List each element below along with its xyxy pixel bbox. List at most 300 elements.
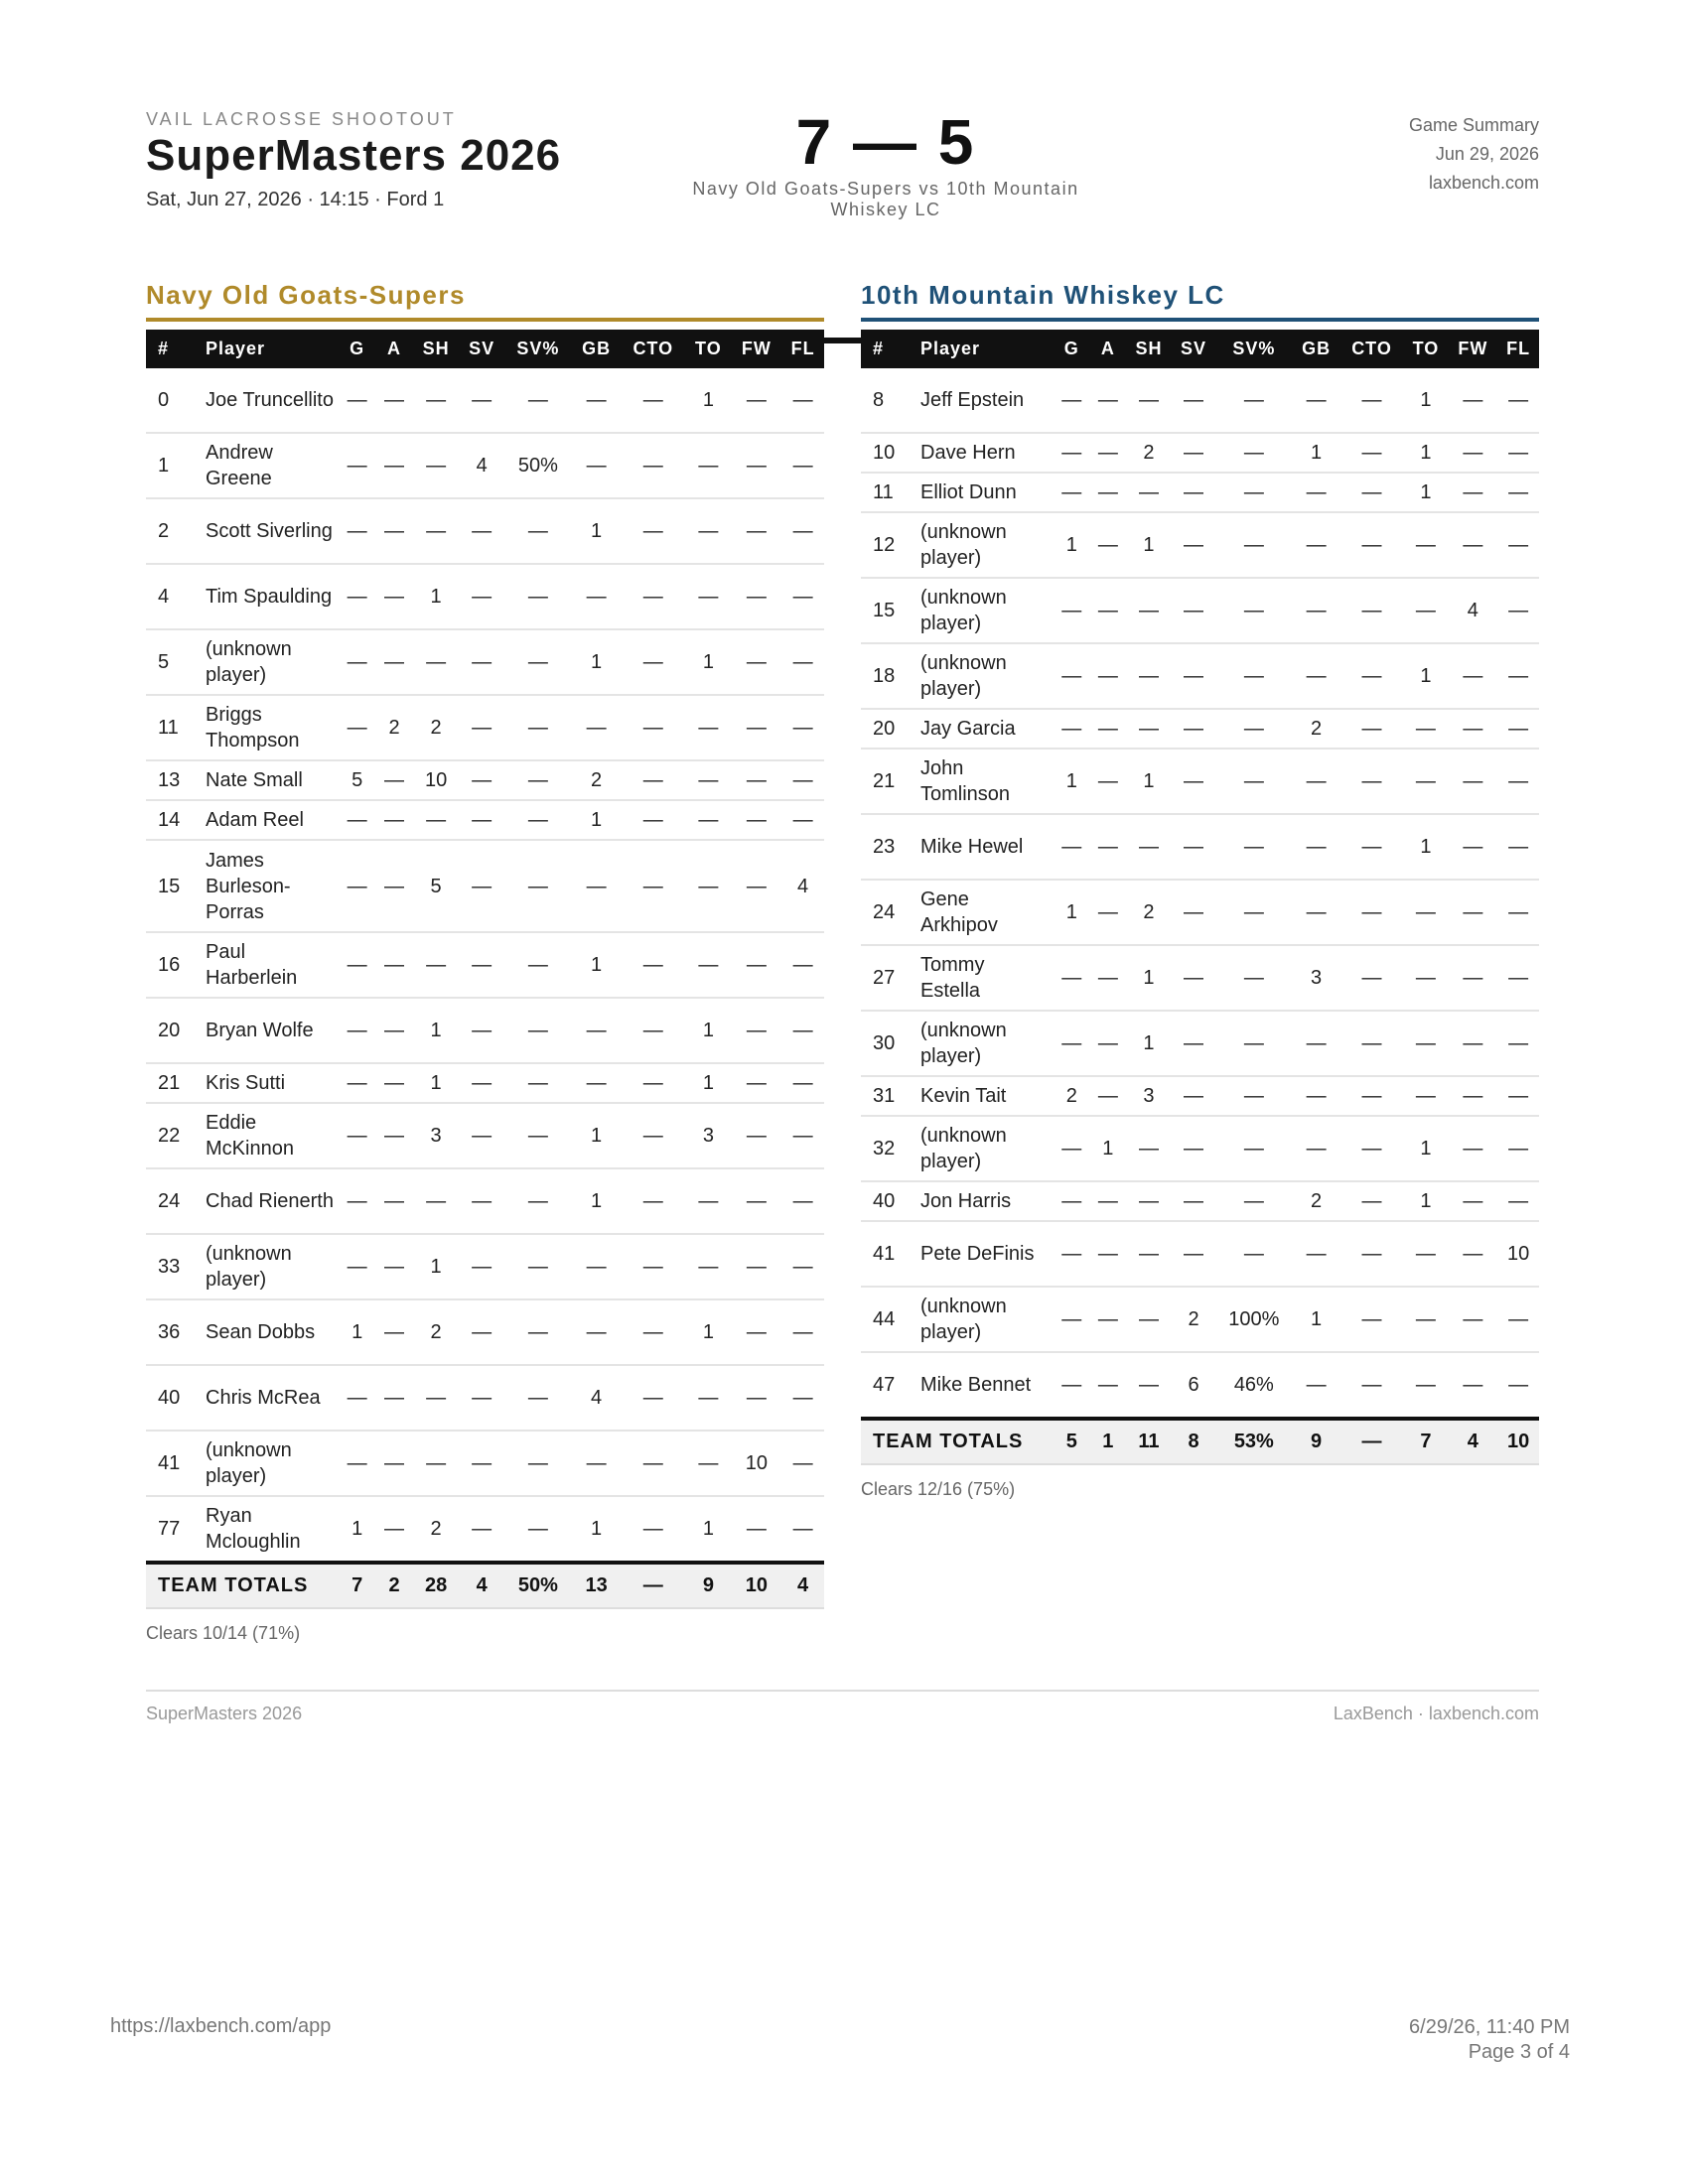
stat-cell: — <box>1054 1287 1090 1352</box>
stat-cell: — <box>1215 880 1292 945</box>
column-header: Player <box>202 330 339 368</box>
stat-cell: — <box>1172 880 1215 945</box>
total-cell: 4 <box>781 1563 824 1608</box>
stat-cell: 1 <box>572 498 621 564</box>
stat-cell: — <box>1340 512 1404 578</box>
stat-cell: — <box>1340 814 1404 880</box>
stat-cell: 2 <box>1172 1287 1215 1352</box>
total-cell: 11 <box>1126 1419 1172 1464</box>
player-name: Jeff Epstein <box>916 368 1054 433</box>
stat-cell: 1 <box>339 1299 375 1365</box>
stat-cell: — <box>375 564 412 629</box>
stat-cell: — <box>781 695 824 760</box>
stat-cell: — <box>732 1168 782 1234</box>
stat-cell: — <box>1403 880 1448 945</box>
stat-cell: — <box>1497 1116 1539 1181</box>
stat-cell: 4 <box>572 1365 621 1431</box>
stat-cell: — <box>1340 1221 1404 1287</box>
player-number: 1 <box>146 433 202 498</box>
total-cell: 5 <box>1054 1419 1090 1464</box>
stat-cell: — <box>1292 578 1339 643</box>
stats-table <box>861 330 1539 1465</box>
total-cell: 13 <box>572 1563 621 1608</box>
stat-cell: — <box>1126 1287 1172 1352</box>
stat-cell: — <box>621 1168 685 1234</box>
stat-cell: — <box>339 1168 375 1234</box>
stat-cell: — <box>1090 1287 1127 1352</box>
player-name: Sean Dobbs <box>202 1299 339 1365</box>
stat-cell: 3 <box>1126 1076 1172 1116</box>
stat-cell: 2 <box>413 695 460 760</box>
column-header: A <box>375 330 412 368</box>
stat-cell: — <box>621 1103 685 1168</box>
stat-cell: 5 <box>339 760 375 800</box>
stat-cell: — <box>572 1431 621 1496</box>
total-cell: 28 <box>413 1563 460 1608</box>
column-header: Player <box>916 330 1054 368</box>
stat-cell: 1 <box>1126 749 1172 814</box>
stat-cell: — <box>1054 814 1090 880</box>
document-type: Game Summary <box>1408 115 1539 135</box>
player-row <box>861 578 1539 643</box>
stat-cell: — <box>459 932 503 998</box>
stat-cell: — <box>685 840 731 932</box>
stat-cell: — <box>1340 643 1404 709</box>
column-header: CTO <box>1340 330 1404 368</box>
player-number: 15 <box>861 578 916 643</box>
total-cell: 10 <box>1497 1419 1539 1464</box>
column-header: GB <box>572 330 621 368</box>
stat-cell: — <box>1403 578 1448 643</box>
stat-cell: 10 <box>732 1431 782 1496</box>
stat-cell: — <box>1449 945 1498 1011</box>
player-number: 14 <box>146 800 202 840</box>
stat-cell: — <box>1215 1221 1292 1287</box>
stat-cell: — <box>1054 643 1090 709</box>
stat-cell: — <box>1497 945 1539 1011</box>
stat-cell: — <box>572 433 621 498</box>
stat-cell: — <box>1340 1181 1404 1221</box>
footer-divider <box>146 1690 1539 1692</box>
stat-cell: — <box>1340 880 1404 945</box>
player-number: 4 <box>146 564 202 629</box>
player-name: Chris McRea <box>202 1365 339 1431</box>
stat-cell: — <box>685 1365 731 1431</box>
stat-cell: — <box>1497 749 1539 814</box>
stat-cell: — <box>1449 643 1498 709</box>
stat-cell: — <box>572 1234 621 1299</box>
stat-cell: 1 <box>1403 1181 1448 1221</box>
team-totals-row <box>146 1563 824 1608</box>
stat-cell: 10 <box>413 760 460 800</box>
stat-cell: — <box>1090 945 1127 1011</box>
stat-cell: — <box>1126 368 1172 433</box>
team-section-away <box>861 280 1539 1500</box>
stat-cell: — <box>1292 512 1339 578</box>
column-header: FL <box>781 330 824 368</box>
stat-cell: — <box>572 564 621 629</box>
stat-cell: — <box>339 800 375 840</box>
stat-cell: 1 <box>685 629 731 695</box>
stat-cell: — <box>1172 1181 1215 1221</box>
stat-cell: — <box>1172 512 1215 578</box>
stat-cell: — <box>621 932 685 998</box>
stat-cell: — <box>1292 473 1339 512</box>
stat-cell: 1 <box>413 1234 460 1299</box>
player-number: 41 <box>146 1431 202 1496</box>
stat-cell: — <box>504 1234 572 1299</box>
stat-cell: — <box>413 800 460 840</box>
stat-cell: 1 <box>1403 1116 1448 1181</box>
player-number: 21 <box>861 749 916 814</box>
column-header: SV <box>1172 330 1215 368</box>
stat-cell: — <box>1090 473 1127 512</box>
stat-cell: — <box>413 498 460 564</box>
stat-cell: — <box>1497 1287 1539 1352</box>
stat-cell: — <box>1090 1181 1127 1221</box>
player-row <box>146 498 824 564</box>
stat-cell: 1 <box>1403 643 1448 709</box>
stat-cell: 10 <box>1497 1221 1539 1287</box>
player-number: 22 <box>146 1103 202 1168</box>
stat-cell: 1 <box>1292 433 1339 473</box>
stat-cell: — <box>1126 578 1172 643</box>
stat-cell: — <box>339 1431 375 1496</box>
total-cell: 8 <box>1172 1419 1215 1464</box>
stat-cell: — <box>1215 709 1292 749</box>
stat-cell: — <box>1172 814 1215 880</box>
stat-cell: — <box>1497 1352 1539 1419</box>
stat-cell: — <box>504 1063 572 1103</box>
player-name: (unknown player) <box>202 1234 339 1299</box>
stat-cell: — <box>1497 814 1539 880</box>
stat-cell: — <box>1090 880 1127 945</box>
total-cell: 1 <box>1090 1419 1127 1464</box>
stat-cell: — <box>1215 945 1292 1011</box>
stat-cell: — <box>1292 1352 1339 1419</box>
column-header: SV <box>459 330 503 368</box>
stat-cell: — <box>339 695 375 760</box>
stat-cell: — <box>459 1365 503 1431</box>
print-url[interactable]: https://laxbench.com/app <box>110 2015 332 2037</box>
player-name: Tommy Estella <box>916 945 1054 1011</box>
stat-cell: — <box>1172 945 1215 1011</box>
stat-cell: — <box>1054 473 1090 512</box>
player-name: (unknown player) <box>916 1116 1054 1181</box>
stat-cell: — <box>1449 1287 1498 1352</box>
player-number: 40 <box>146 1365 202 1431</box>
player-name: Jay Garcia <box>916 709 1054 749</box>
stat-cell: — <box>1215 433 1292 473</box>
stat-cell: — <box>1090 814 1127 880</box>
stat-cell: — <box>504 1496 572 1563</box>
event-title: SuperMasters 2026 <box>146 131 562 180</box>
stat-cell: — <box>504 629 572 695</box>
print-meta <box>1409 2015 1570 2065</box>
player-row <box>861 945 1539 1011</box>
stat-cell: — <box>1215 749 1292 814</box>
stat-cell: 1 <box>685 998 731 1063</box>
stat-cell: — <box>1054 433 1090 473</box>
stat-cell: — <box>1403 709 1448 749</box>
stat-cell: — <box>1449 433 1498 473</box>
game-datetime-field: Sat, Jun 27, 2026 · 14:15 · Ford 1 <box>146 189 445 210</box>
player-name: James Burleson-Porras <box>202 840 339 932</box>
stat-cell: 2 <box>572 760 621 800</box>
stat-cell: — <box>1090 512 1127 578</box>
stat-cell: — <box>459 498 503 564</box>
player-name: (unknown player) <box>916 1011 1054 1076</box>
column-header: FW <box>732 330 782 368</box>
stat-cell: — <box>621 1496 685 1563</box>
stat-cell: — <box>1292 1076 1339 1116</box>
stat-cell: — <box>1449 1076 1498 1116</box>
stat-cell: — <box>732 498 782 564</box>
stat-cell: — <box>1340 1076 1404 1116</box>
stats-body <box>146 368 824 1563</box>
stat-cell: — <box>1292 880 1339 945</box>
stat-cell: — <box>1172 473 1215 512</box>
stat-cell: — <box>1340 1287 1404 1352</box>
stat-cell: — <box>375 1103 412 1168</box>
stat-cell: — <box>1497 512 1539 578</box>
player-row <box>861 880 1539 945</box>
stat-cell: 1 <box>1126 512 1172 578</box>
stat-cell: — <box>621 564 685 629</box>
player-number: 23 <box>861 814 916 880</box>
stat-cell: — <box>621 1365 685 1431</box>
stat-cell: — <box>1090 368 1127 433</box>
stat-cell: — <box>732 932 782 998</box>
stat-cell: — <box>1090 749 1127 814</box>
stat-cell: — <box>1449 749 1498 814</box>
stat-cell: — <box>1172 643 1215 709</box>
column-header: # <box>146 330 202 368</box>
stat-cell: 4 <box>781 840 824 932</box>
stat-cell: — <box>504 368 572 433</box>
stat-cell: — <box>1497 709 1539 749</box>
stat-cell: 4 <box>1449 578 1498 643</box>
stat-cell: — <box>1497 1076 1539 1116</box>
stat-cell: — <box>504 932 572 998</box>
print-datetime: 6/29/26, 11:40 PM <box>1409 2016 1570 2038</box>
player-name: Bryan Wolfe <box>202 998 339 1063</box>
stat-cell: — <box>504 1103 572 1168</box>
stat-cell: — <box>685 433 731 498</box>
stat-cell: — <box>1497 578 1539 643</box>
stat-cell: — <box>1172 433 1215 473</box>
player-name: (unknown player) <box>202 1431 339 1496</box>
stat-cell: — <box>1215 512 1292 578</box>
clears-stat: Clears 12/16 (75%) <box>861 1479 1016 1499</box>
stat-cell: — <box>459 1168 503 1234</box>
team-totals-row <box>861 1419 1539 1464</box>
stat-cell: — <box>1126 1116 1172 1181</box>
player-name: Andrew Greene <box>202 433 339 498</box>
stat-cell: 2 <box>1292 709 1339 749</box>
total-cell: 4 <box>459 1563 503 1608</box>
stat-cell: — <box>339 1365 375 1431</box>
total-cell: — <box>1340 1419 1404 1464</box>
player-number: 77 <box>146 1496 202 1563</box>
player-row <box>146 800 824 840</box>
stat-cell: — <box>781 1365 824 1431</box>
stat-cell: — <box>1497 880 1539 945</box>
player-row <box>146 1234 824 1299</box>
player-name: Adam Reel <box>202 800 339 840</box>
player-row <box>146 932 824 998</box>
player-number: 20 <box>861 709 916 749</box>
stat-cell: — <box>375 1299 412 1365</box>
stat-cell: — <box>375 498 412 564</box>
stat-cell: — <box>781 1496 824 1563</box>
player-row <box>146 998 824 1063</box>
stat-cell: — <box>1090 1076 1127 1116</box>
player-name: (unknown player) <box>916 643 1054 709</box>
stat-cell: — <box>1449 1181 1498 1221</box>
page-number: Page 3 of 4 <box>1468 2041 1570 2063</box>
stat-cell: — <box>781 1234 824 1299</box>
stat-cell: — <box>732 1496 782 1563</box>
stat-cell: — <box>1497 433 1539 473</box>
stat-cell: — <box>621 1431 685 1496</box>
stat-cell: — <box>375 760 412 800</box>
player-row <box>861 433 1539 473</box>
stat-cell: — <box>781 1063 824 1103</box>
player-row <box>146 1496 824 1563</box>
stat-cell: — <box>375 368 412 433</box>
player-row <box>861 1181 1539 1221</box>
stat-cell: — <box>1126 814 1172 880</box>
stat-cell: 1 <box>572 1496 621 1563</box>
stat-cell: 2 <box>413 1299 460 1365</box>
player-row <box>146 368 824 433</box>
stat-cell: — <box>413 932 460 998</box>
stat-cell: 46% <box>1215 1352 1292 1419</box>
stat-cell: — <box>1054 1116 1090 1181</box>
total-cell: 9 <box>1292 1419 1339 1464</box>
stat-cell: — <box>1172 709 1215 749</box>
player-number: 44 <box>861 1287 916 1352</box>
document-date: Jun 29, 2026 <box>1435 144 1539 164</box>
stat-cell: — <box>1215 1076 1292 1116</box>
stat-cell: — <box>1090 578 1127 643</box>
stat-cell: 1 <box>1054 749 1090 814</box>
stat-cell: — <box>685 932 731 998</box>
stat-cell: — <box>1126 709 1172 749</box>
stat-cell: — <box>459 1234 503 1299</box>
stat-cell: 6 <box>1172 1352 1215 1419</box>
stat-cell: — <box>1340 749 1404 814</box>
stat-cell: — <box>621 498 685 564</box>
stat-cell: — <box>1172 1076 1215 1116</box>
stat-cell: — <box>413 1365 460 1431</box>
stat-cell: — <box>1126 1221 1172 1287</box>
player-number: 31 <box>861 1076 916 1116</box>
stat-cell: — <box>1403 1221 1448 1287</box>
column-header: A <box>1090 330 1127 368</box>
stat-cell: — <box>1292 643 1339 709</box>
stat-cell: — <box>621 800 685 840</box>
stat-cell: — <box>781 564 824 629</box>
stat-cell: — <box>781 433 824 498</box>
stat-cell: — <box>572 998 621 1063</box>
player-row <box>861 1011 1539 1076</box>
stat-cell: — <box>1403 1011 1448 1076</box>
player-name: Dave Hern <box>916 433 1054 473</box>
player-row <box>861 1352 1539 1419</box>
stat-cell: — <box>504 564 572 629</box>
stat-cell: — <box>1340 433 1404 473</box>
total-cell: 9 <box>685 1563 731 1608</box>
stat-cell: 4 <box>459 433 503 498</box>
stat-cell: — <box>781 1431 824 1496</box>
stat-cell: 100% <box>1215 1287 1292 1352</box>
stats-body <box>861 368 1539 1419</box>
stat-cell: — <box>1090 643 1127 709</box>
player-row <box>861 1076 1539 1116</box>
stat-cell: 2 <box>1054 1076 1090 1116</box>
stat-cell: — <box>375 1063 412 1103</box>
stat-cell: 1 <box>572 629 621 695</box>
stat-cell: — <box>1403 512 1448 578</box>
stat-cell: — <box>732 433 782 498</box>
stat-cell: — <box>1054 368 1090 433</box>
stat-cell: — <box>572 840 621 932</box>
stat-cell: — <box>572 695 621 760</box>
stat-cell: — <box>685 800 731 840</box>
player-name: John Tomlinson <box>916 749 1054 814</box>
player-name: Kevin Tait <box>916 1076 1054 1116</box>
stat-cell: — <box>339 564 375 629</box>
team-name: 10th Mountain Whiskey LC <box>861 280 1539 322</box>
stat-cell: — <box>1340 473 1404 512</box>
stat-cell: — <box>732 1365 782 1431</box>
stat-cell: — <box>1292 1221 1339 1287</box>
player-row <box>146 695 824 760</box>
stats-table <box>146 330 824 1609</box>
player-row <box>861 749 1539 814</box>
stat-cell: — <box>1449 709 1498 749</box>
stat-cell: — <box>1403 945 1448 1011</box>
stat-cell: — <box>375 629 412 695</box>
stat-cell: — <box>1340 945 1404 1011</box>
player-number: 27 <box>861 945 916 1011</box>
player-row <box>146 1063 824 1103</box>
stat-cell: — <box>1403 1352 1448 1419</box>
stat-cell: — <box>732 695 782 760</box>
stat-cell: — <box>1172 1116 1215 1181</box>
stat-cell: — <box>504 800 572 840</box>
stat-cell: — <box>1054 1181 1090 1221</box>
stat-cell: — <box>1054 709 1090 749</box>
stat-cell: — <box>1403 1287 1448 1352</box>
total-cell: 50% <box>504 1563 572 1608</box>
stat-cell: — <box>685 564 731 629</box>
player-name: (unknown player) <box>202 629 339 695</box>
stat-cell: — <box>781 1168 824 1234</box>
stat-cell: — <box>781 932 824 998</box>
stat-cell: 1 <box>1403 433 1448 473</box>
matchup-label: Navy Old Goats-Supers vs 10th Mountain Whiskey LC <box>692 179 1079 219</box>
stat-cell: — <box>1340 368 1404 433</box>
table-header-row <box>861 330 1539 368</box>
stat-cell: — <box>685 1168 731 1234</box>
player-row <box>861 512 1539 578</box>
player-number: 10 <box>861 433 916 473</box>
player-number: 5 <box>146 629 202 695</box>
stat-cell: — <box>1340 1116 1404 1181</box>
